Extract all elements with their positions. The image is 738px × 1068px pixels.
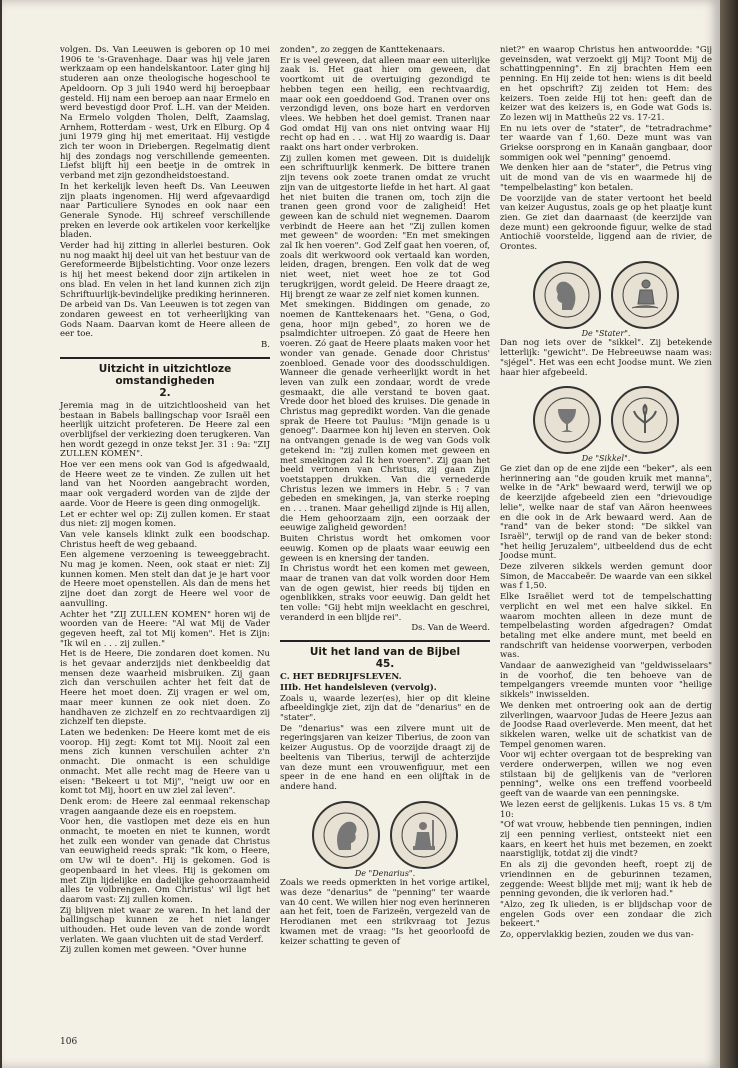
paragraph: Laten we bedenken: De Heere komt met de eis voorop. Hij zegt: Komt tot Mij. Nooit zal een mens zich kunnen verschuilen achter z'n onmacht. Die onmacht is een schuldige onmacht. Met alle recht mag de Heere van u eisen: "Bekeert u tot Mij", "neigt uw oor en komt tot Mij, hoort en uw ziel zal leven". [60,728,270,797]
paragraph: Voor hen, die vastlopen met deze eis en hun onmacht, te moeten en niet te kunnen, wordt het zulk een wonder van genade dat Christus van eeuwigheid reeds sprak: "Ik kom, o Heere, om Uw wil te doen". Hij is gekomen. God is geopenbaard in het vlees. Hij is gekomen om met Zijn lijdelijke en dadelijke gehoorzaamheid alles te volbrengen. Om Christus' wil ligt het daarom vast: Zij zullen komen. [60,817,270,905]
paragraph: "Alzo, zeg Ik ulieden, is er blijdschap voor de engelen Gods over een zondaar die zich bekeert." [500,899,712,930]
paragraph: Denk erom: de Heere zal eenmaal rekenschap vragen aangaande deze eis en roepstem. [60,796,270,817]
subheading: C. HET BEDRIJFSLEVEN. [280,672,402,683]
bio-paragraph: De arbeid van Ds. Van Leeuwen is tot zegen van zondaren geweest en tot verheerlijking van Gods Naam. Daarvan komt de Heere alleen de eer toe. [60,300,270,340]
paragraph: Achter het "ZIJ ZULLEN KOMEN" horen wij de woorden van de Heere: "Al wat Mij de Vader gegeven heeft, zal tot Mij komen". Het is Zijn: "Ik wil en . . . zij zullen." [60,609,270,649]
section-heading [280,646,490,670]
article-heading [60,363,270,399]
paragraph: Zoals u, waarde lezer(es), hier op dit kleine afbeeldingkje ziet, zijn dat de "denarius" en de "stater". [280,693,490,723]
paragraph: Let er echter wel op: Zij zullen komen. Er staat dus niet: zij mogen komen. [60,509,270,530]
article-title: Uitzicht in uitzichtloze omstandigheden [98,362,232,387]
page-number: 106 [60,1037,78,1047]
coin-portrait-icon [312,801,380,869]
subheading: IIIb. Het handelsleven (vervolg). [280,682,437,693]
sikkel-figure [500,386,712,454]
paragraph: De voorzijde van de stater vertoont het beeld van keizer Augustus, zoals ge op het plaatje kunt zien. Ge ziet dan daarnaast (de keerzijde van deze munt) een gekroonde figuur, welke de stad Antiochië voorstelde, liggend aan de rivier, de Orontes. [500,193,712,253]
article-signature: Ds. Van de Weerd. [411,623,490,634]
paragraph: Jeremia mag in de uitzichtloosheid van het bestaan in Babels ballingschap voor Israël een heerlijk uitzicht profeteren. De Heere zal een overblijfsel der verkiezing doen terugkeren. Van hen wordt gezegd in onze tekst Jer. 31 : 9a: "ZIJ ZULLEN KOMEN". [60,400,270,460]
book-spine-edge [720,0,738,1068]
coin-chalice-icon [533,386,601,454]
paragraph: Met smekingen. Biddingen om genade, zo noemen de Kanttekenaars het. "Gena, o God, gena, hoor mijn gebed", zo horen we de psalmdichter uitroepen. Zó gaat de Heere hen voeren. Zó gaat de Heere plaats maken voor het wonder van genade. Genade door Christus' zoenbloed. Genade voor des doodsschuldigen. Wanneer die genade verheerlijkt wordt in het leven van zulk een zondaar, wordt de vrede gesmaakt, die alle verstand te boven gaat. Vrede door het bloed des kruises. Die genade in Christus mag gepredikt worden. Van die genade sprak de Heere tot Paulus: "Mijn genade is u genoeg". Daarmee kon hij leven en sterven. Ook na ontvangen genade is de weg van Gods volk getekend in: "zij zullen komen met geween en met smekingen zal Ik hen voeren". Zij gaan het beeld vertonen van Christus, zij gaan Zijn voetstappen drukken. Van die vernederde Christus lezen we immers in Hebr. 5 : 7 van gebeden en smekingen, ja, van sterke roeping en . . . tranen. Maar geheiligd zijnde is Hij allen, die Hem gehoorzaam zijn, een oorzaak der eeuwige zaligheid geworden! [280,300,490,534]
paragraph: Het is de Heere, Die zondaren doet komen. Nu is het gevaar anderzijds niet denkbeeldig dat mensen deze waarheid misbruiken. Zij gaan zich dan verschuilen achter het feit dat de Heere het moet doen. Zij vragen er wel om, maar meer kunnen ze ook niet doen. Zo handhaven ze zichzelf en zo rechtvaardigen zij zichzelf ten diepste. [60,649,270,728]
paragraph: Hoe ver een mens ook van God is afgedwaald, de Heere weet ze te vinden. Ze zullen uit het land van het Noorden aangebracht worden, maar ook vergaderd worden van de zijde der aarde. Voor de Heere is geen ding onmogelijk. [60,460,270,509]
column-middle [280,46,490,948]
paragraph: En nu iets over de "stater", de "tetradrachme" ter waarde van f 1,60. Deze munt was van Griekse oorsprong en in Kanaän gangbaar, door sommigen ook wel "penning" genoemd. [500,123,712,163]
paragraph: zonden", zo zeggen de Kanttekenaars. [280,45,446,55]
paragraph: niet?" en waarop Christus hen antwoordde: "Gij geveinsden, wat verzoekt gij Mij? Toont Mij de schattingpenning". En zij brachten Hem een penning. En Hij zeide tot hen: wiens is dit beeld en het opschrift? Zij zeiden tot Hem: des keizers. Toen zeide Hij tot hen: geeft dan de keizer wat des keizers is, en Gode wat Gods is. Zo lezen wij in Mattheüs 22 vs. 17-21. [500,45,712,123]
coin-seated-figure-icon [390,801,458,869]
article-number: 2. [159,386,171,399]
paragraph: Er is veel geween, dat alleen maar een uiterlijke zaak is. Het gaat hier om geween, dat voortkomt uit de overtuiging gezondigd te hebben tegen een heilig, een rechtvaardig, maar ook een goeddoend God. Tranen over ons verzondigd leven, ons boze hart en verdorven vlees. We hebben het doel gemist. Tranen naar God omdat Hij van ons niet ontving waar Hij recht op had en . . . wat Hij zo waardig is. Daar raakt ons hart onder verbroken. [280,55,490,154]
paragraph: Zo, oppervlakkig bezien, zouden we dus van- [500,930,694,941]
bio-paragraph: Verder had hij zitting in allerlei besturen. Ook nu nog maakt hij deel uit van het bestuur van de Gereformeerde Bijbelstichting. Voor onze lezers is hij het meest bekend door zijn artikelen in ons blad. En velen in het land kunnen zich zijn Schriftuurlijk-bevindelijke prediking herinneren. [60,241,270,300]
paragraph: We lezen eerst de gelijkenis. Lukas 15 vs. 8 t/m 10: [500,799,712,820]
bio-signature: B. [261,340,270,351]
paragraph: Zij blijven niet waar ze waren. In het land der ballingschap kunnen ze het niet langer uithouden. Het oude leven van de zonde wordt verlaten. We gaan vluchten uit de stad Verderf. [60,905,270,945]
bio-paragraph: In het kerkelijk leven heeft Ds. Van Leeuwen zijn plaats ingenomen. Hij werd afgevaardigd naar Particuliere Synodes en ook naar een Generale Synode. Hij schreef verschillende preken en leverde ook artikelen voor kerkelijke bladen. [60,181,270,241]
paragraph: We denken met ontroering ook aan de dertig zilverlingen, waarvoor Judas de Heere Jezus aan de Joodse Raad overleverde. Men meent, dat het sikkelen waren, welke uit de schatkist van de Tempel genomen waren. [500,700,712,750]
figure-caption: De "Denarius". [354,868,416,878]
coin-lily-icon [611,386,679,454]
paragraph: Zij zullen komen met geween. "Over hunne [60,945,247,956]
paragraph: "Of wat vrouw, hebbende tien penningen, indien zij een penning verliest, ontsteekt niet een kaars, en keert het huis met bezemen, en zoekt naarstiglijk, totdat zij die vindt? [500,820,712,860]
paragraph: Van vele kansels klinkt zulk een boodschap. Christus heeft de weg gebaand. [60,529,270,550]
section-number: 45. [375,658,395,671]
bio-paragraph: volgen. Ds. Van Leeuwen is geboren op 10 mei 1906 te 's-Gravenhage. Daar was hij vele jaren werkzaam op een handelskantoor. Later ging hij studeren aan onze theologische hogeschool te Apeldoorn. Op 3 juli 1940 werd hij beroepbaar gesteld. Hij nam een beroep aan naar Ermelo en werd bevestigd door Prof. L.H. van der Meiden. Na Ermelo volgden Tholen, Delft, Zaamslag, Arnhem, Rotterdam - west, Urk en Elburg. Op 4 juni 1979 ging hij met emeritaat. Hij vestigde zich ter woon in Driebergen. Regelmatig dient hij des zondags nog verschillende gemeenten. Liefst blijft hij een beetje in de omtrek in verband met zijn gezondheidstoestand. [60,45,270,182]
column-right [500,46,712,942]
paragraph: In Christus wordt het een komen met geween, maar de tranen van dat volk worden door Hem van de ogen gewist, hier reeds bij tijden en ogenblikken, straks voor eeuwig. Dan geldt het ten volle: "Gij hebt mijn weeklacht en geschrei, veranderd in een blijde rei". [280,564,490,623]
paragraph: Deze zilveren sikkels werden gemunt door Simon, de Maccabeër. De waarde van een sikkel was f 1,50. [500,562,712,592]
paragraph: En als zij die gevonden heeft, roept zij de vriendinnen en de geburinnen tezamen, zeggende: Weest blijde met mij; want ik heb de penning gevonden, die ik verloren had." [500,860,712,900]
paragraph: Ge ziet dan op de ene zijde een "beker", als een herinnering aan "de gouden kruik met manna", welke in de "Ark" bewaard werd, terwijl we op de keerzijde afgebeeld zien een "drievoudige lelie", welke naar de staf van Aäron heenwees en die ook in de Ark bewaard werd. Aan de "rand" van de beker stond: "De sikkel van Israël", terwijl op de rand van de beker stond: "het heilig Jeruzalem", uitbeeldend dus de echt Joodse munt. [500,463,712,562]
paragraph: Zoals we reeds opmerkten in het vorige artikel, was deze "denarius" de "penning" ter waarde van 40 cent. We willen hier nog even herinneren aan het feit, toen de Farizeën, vergezeld van de Herodianen met een strikvraag tot Jezus kwamen met de vraag: "Is het geoorloofd de keizer schatting te geven of [280,878,490,947]
denarius-figure [280,801,490,869]
paragraph: Vandaar de aanwezigheid van "geldwisselaars" in de voorhof, die ten behoeve van de tempelgangers vreemde munten voor "heilige sikkels" inwisselden. [500,661,712,701]
paragraph: Dan nog iets over de "sikkel". Zij betekende letterlijk: "gewicht". De Hebreeuwse naam was: "sjégel". Het was een echt Joodse munt. We zien haar hier afgebeeld. [500,338,712,378]
divider [60,357,270,359]
magazine-page [2,0,720,1068]
paragraph: Zij zullen komen met geween. Dit is duidelijk een schriftuurlijk kenmerk. De bittere tranen zijn tevens ook zoete tranen omdat ze vrucht zijn van de uitgestorte liefde in het hart. Al gaat het niet buiten die tranen om, toch zijn die tranen geen grond voor de zaligheid! Het geween kan de schuld niet wegnemen. Daarom verbindt de Heere aan het "Zij zullen komen met geween" de woorden: "En met smekingen zal Ik hen voeren". God Zelf gaat hen voeren, of, zoals dit werkwoord ook vertaald kan worden, leiden, dragen, brengen. Een volk dat de weg niet weet, niet weet hoe ze tot God terugkrijgen, wordt geleid. De Heere draagt ze, Hij brengt ze waar ze zelf niet komen kunnen. [280,153,490,300]
section-title: Uit het land van de Bijbel [309,646,461,659]
coin-portrait-icon [533,261,601,329]
paragraph: Voor wij echter overgaan tot de bespreking van verdere onderwerpen, willen we nog even stilstaan bij de gelijkenis van de "verloren penning", welke ons een treffend voorbeeld geeft van de waarde van een penningske. [500,750,712,800]
stater-figure [500,261,712,329]
divider [280,640,490,642]
figure-caption: De "Sikkel". [581,454,631,464]
column-left [60,46,270,957]
paragraph: Buiten Christus wordt het omkomen voor eeuwig. Komen op de plaats waar eeuwig een geween is en knersing der tanden. [280,534,490,564]
paragraph: Elke Israëliet werd tot de tempelschatting verplicht en wel met een halve sikkel. En waarom mochten alleen in deze munt de tempelbelasting worden afgedragen? Omdat betaling met elke andere munt, met beeld en randschrift van heidense voorwerpen, verboden was. [500,592,712,661]
paragraph: De "denarius" was een zilvere munt uit de regeringsjaren van keizer Tiberius, de zoon van keizer Augustus. Op de voorzijde draagt zij de beeltenis van Tiberius, terwijl de achterzijde van deze munt een vrouwenfiguur, met een speer in de ene hand en een olijftak in de andere hand. [280,723,490,792]
coin-figure-icon [611,261,679,329]
figure-caption: De "Stater". [581,328,631,338]
paragraph: Een algemene verzoening is teweeggebracht. Nu mag je komen. Neen, ook staat er niet: Zij kunnen komen. Men stelt dan dat je je hart voor de Heere moet openstellen. Als dan de mens het zijne doet dan zorgt de Heere wel voor de aanvulling. [60,550,270,609]
paragraph: We denken hier aan de "stater", die Petrus ving uit de mond van de vis en waarmede hij de "tempelbelasting" kon betalen. [500,163,712,193]
